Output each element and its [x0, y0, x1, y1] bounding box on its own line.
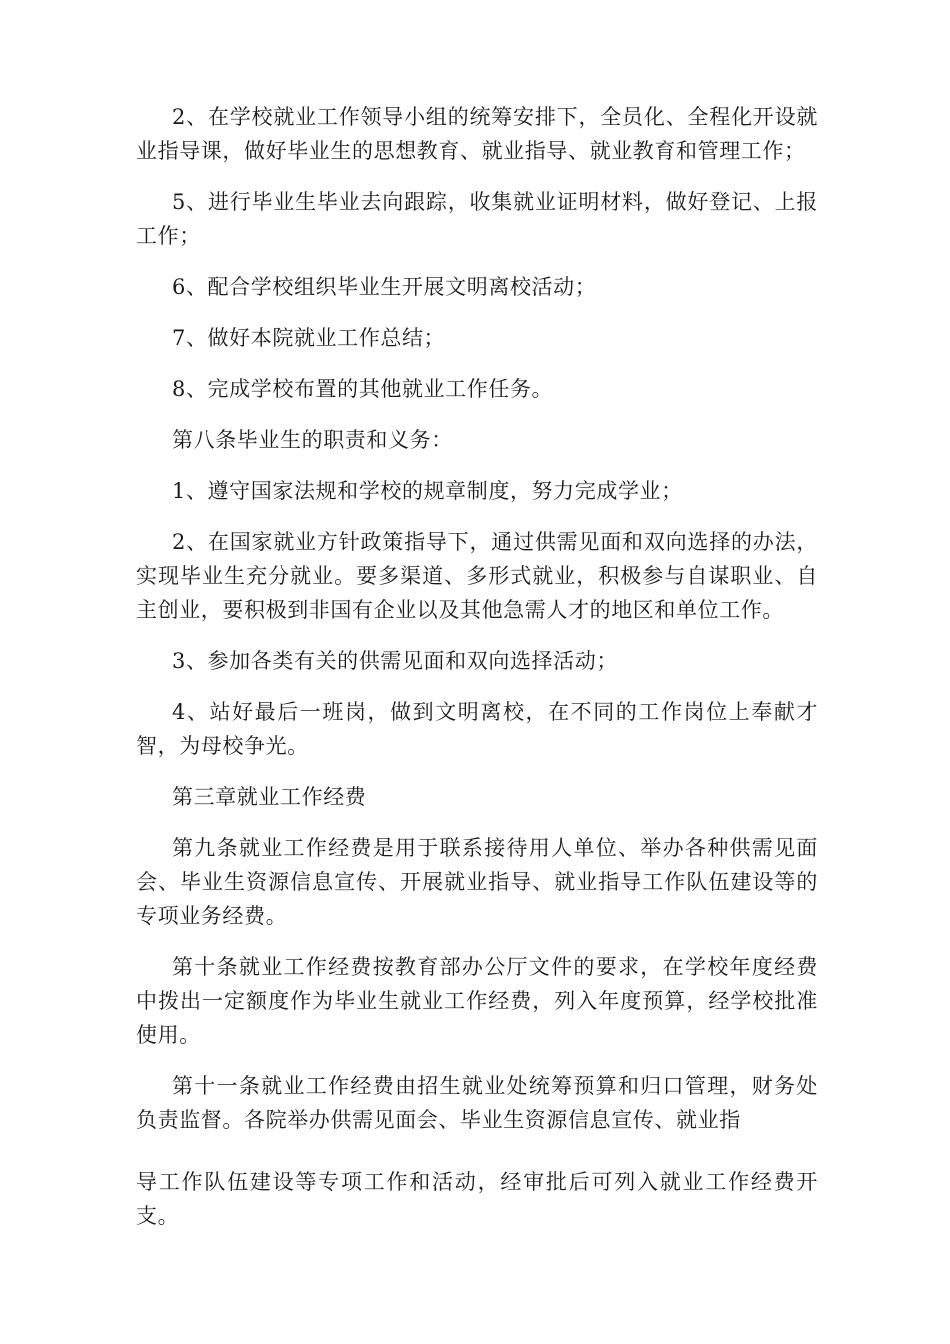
- article-9-paragraph: 第九条就业工作经费是用于联系接待用人单位、举办各种供需见面会、毕业生资源信息宣传、开展就业指导、就业指导工作队伍建设等的专项业务经费。: [136, 836, 818, 928]
- paragraph-graduate-item-3: 3、参加各类有关的供需见面和双向选择活动；: [172, 649, 618, 673]
- document-body: [136, 100, 818, 1250]
- paragraph-item-5-tracking: 5、进行毕业生毕业去向跟踪，收集就业证明材料，做好登记、上报工作；: [136, 190, 818, 248]
- chapter-3-heading: 第三章就业工作经费: [172, 785, 367, 809]
- paragraph-graduate-item-4: 4、站好最后一班岗，做到文明离校，在不同的工作岗位上奉献才智，为母校争光。: [136, 700, 818, 758]
- paragraph-item-2-duties: 2、在学校就业工作领导小组的统筹安排下，全员化、全程化开设就业指导课，做好毕业生的思想教育、就业指导、就业教育和管理工作；: [136, 105, 818, 163]
- paragraph-item-7-summary: 7、做好本院就业工作总结；: [172, 326, 446, 350]
- paragraph-graduate-item-2: 2、在国家就业方针政策指导下，通过供需见面和双向选择的办法，实现毕业生充分就业。要多渠道、多形式就业，积极参与自谋职业、自主创业，要积极到非国有企业以及其他急需人才的地区和单位工作。: [136, 530, 818, 622]
- paragraph-graduate-item-1: 1、遵守国家法规和学校的规章制度，努力完成学业；: [172, 479, 683, 503]
- article-8-heading: 第八条毕业生的职责和义务：: [172, 428, 453, 452]
- paragraph-item-6-departure: 6、配合学校组织毕业生开展文明离校活动；: [172, 275, 597, 299]
- paragraph-item-8-other-tasks: 8、完成学校布置的其他就业工作任务。: [172, 377, 554, 401]
- article-11-paragraph: 第十一条就业工作经费由招生就业处统筹预算和归口管理，财务处负责监督。各院举办供需见面会、毕业生资源信息宣传、就业指: [136, 1074, 818, 1132]
- article-11-continuation: 导工作队伍建设等专项工作和活动，经审批后可列入就业工作经费开支。: [136, 1170, 818, 1228]
- article-10-paragraph: 第十条就业工作经费按教育部办公厅文件的要求，在学校年度经费中拨出一定额度作为毕业生就业工作经费，列入年度预算，经学校批准使用。: [136, 955, 818, 1047]
